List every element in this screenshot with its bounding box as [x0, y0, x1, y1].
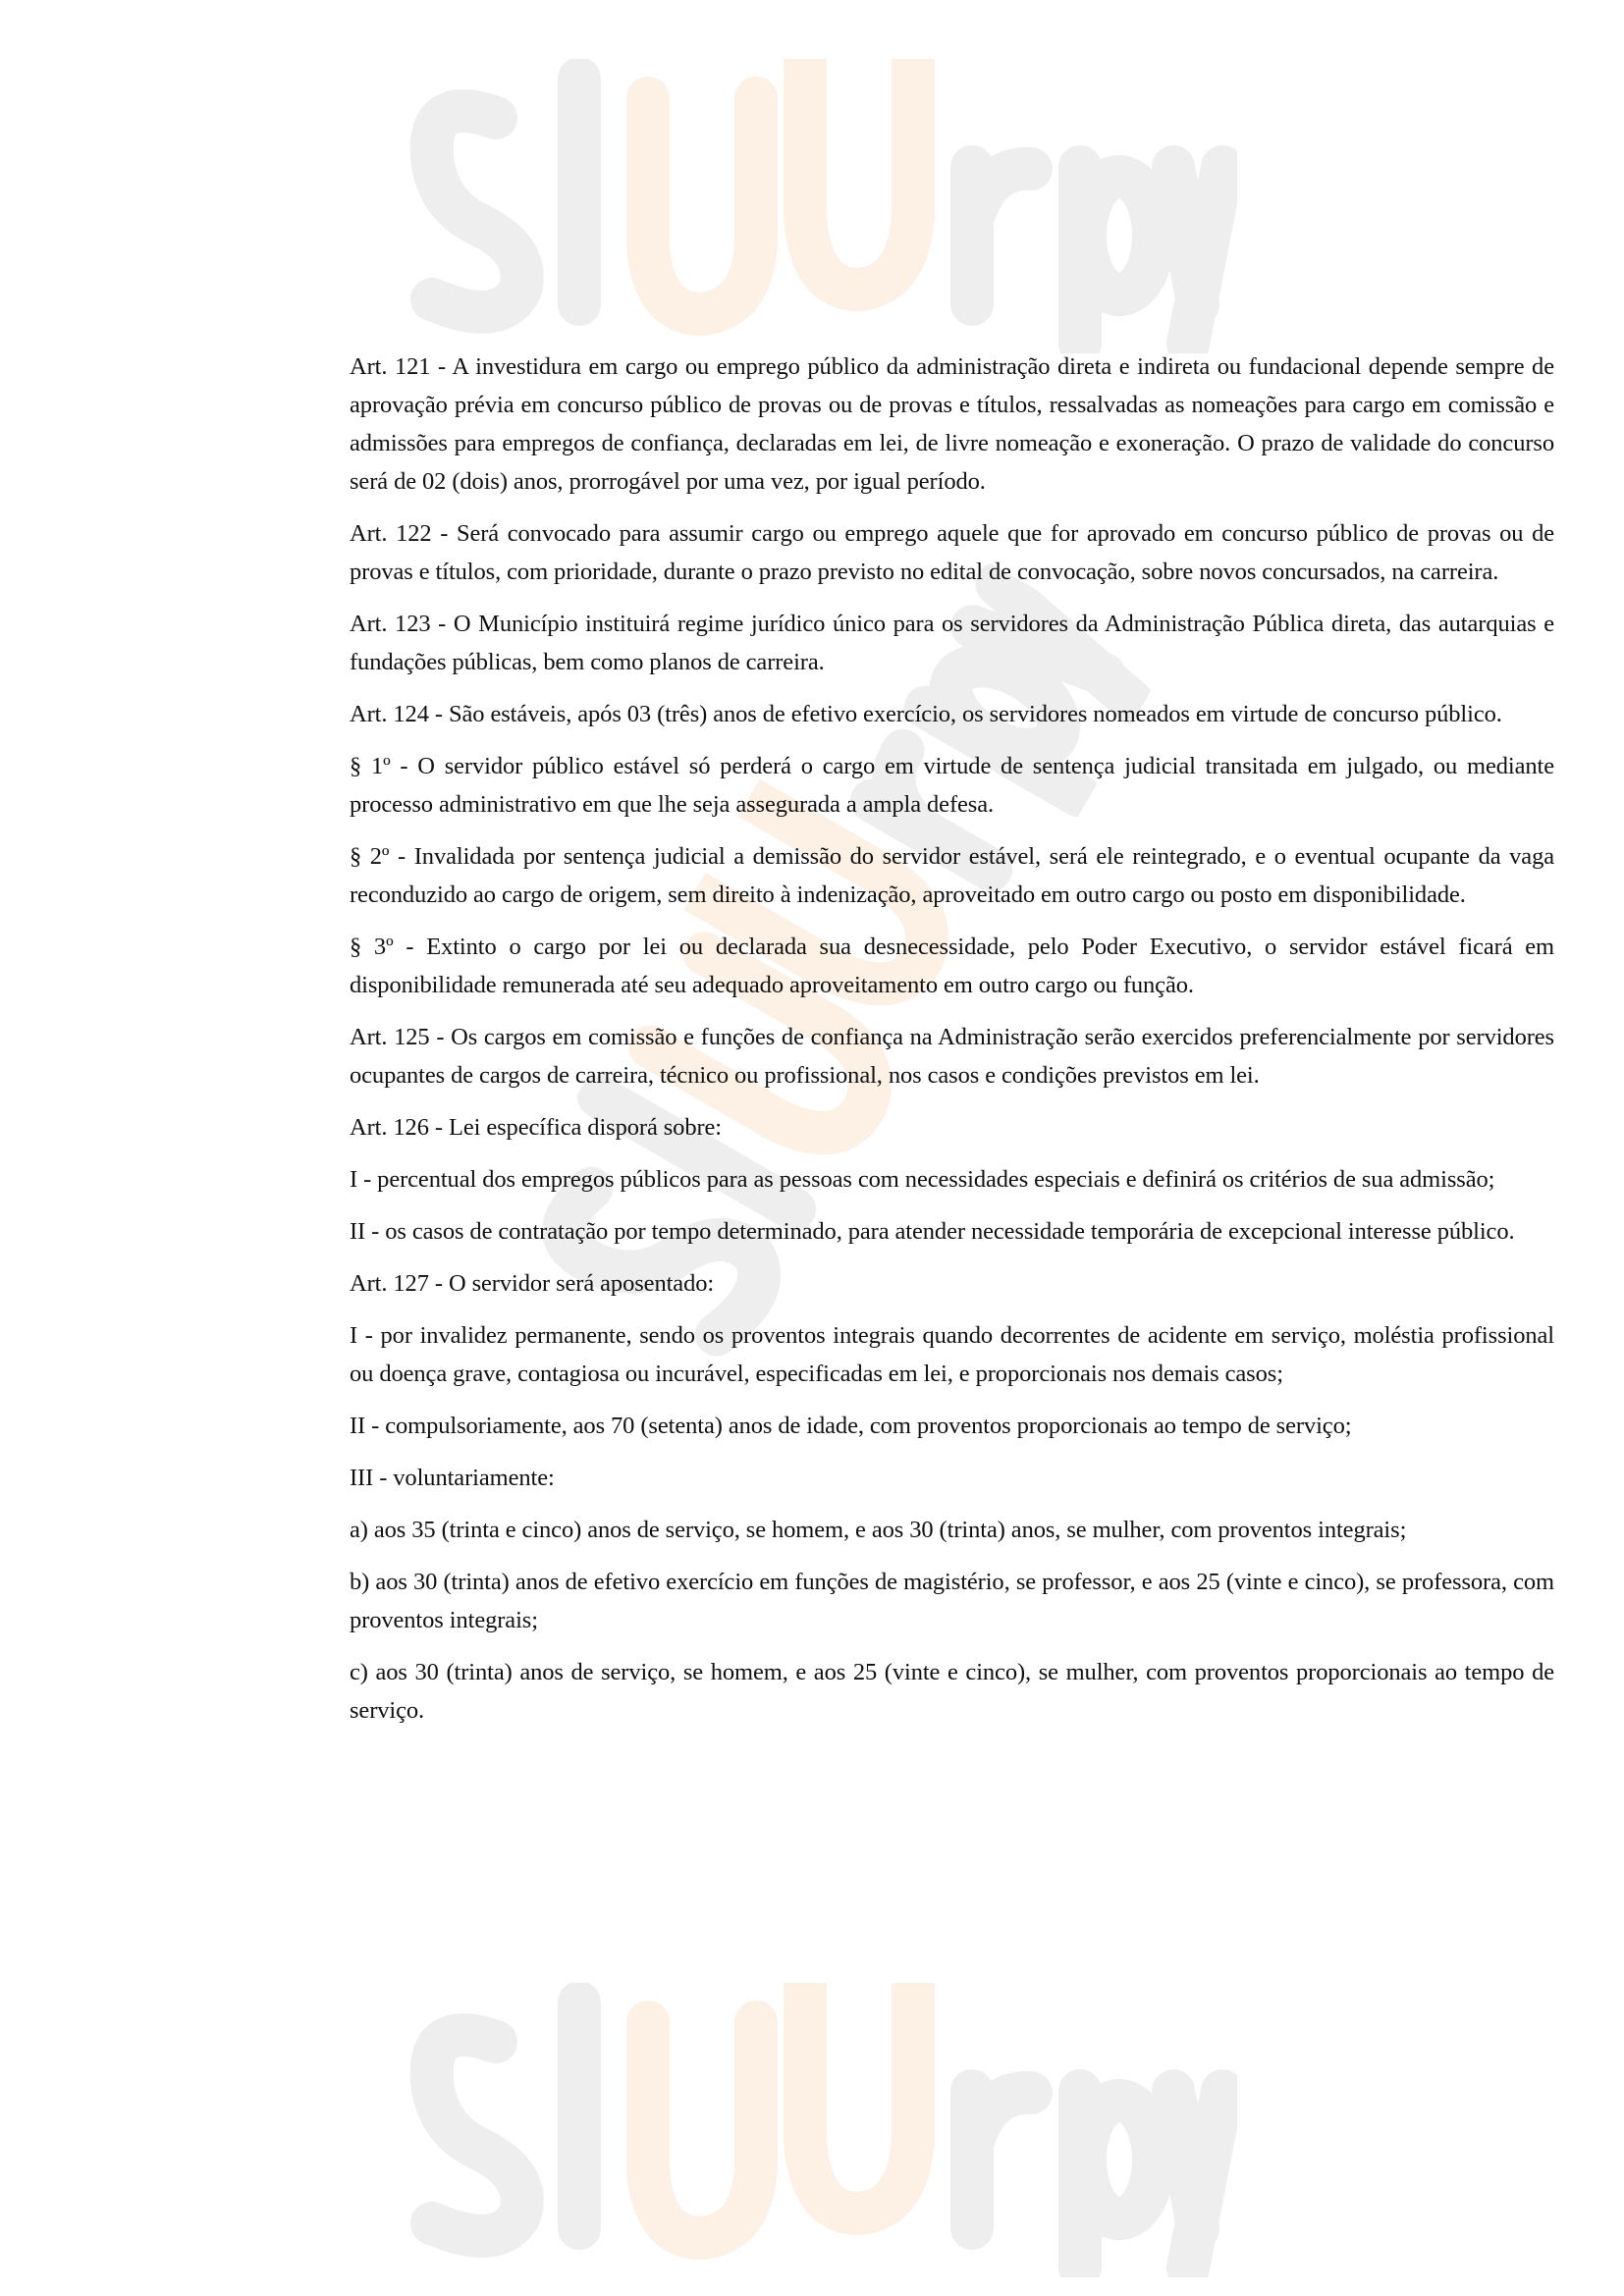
paragraph: Art. 125 - Os cargos em comissão e funções de confiança na Administração serão exercidos preferencialmente por servidores ocupantes de cargos de carreira, técnico ou profissional, nos casos e condições previstos em lei. — [350, 1024, 1554, 1089]
paragraph: II - os casos de contratação por tempo determinado, para atender necessidade temporária de excepcional interesse público. — [350, 1218, 1515, 1245]
watermark-logo-bottom — [403, 1983, 1237, 2277]
paragraph: § 3º - Extinto o cargo por lei ou declarada sua desnecessidade, pelo Poder Executivo, o servidor estável ficará em disponibilidade remunerada até seu adequado aproveitamento em outro cargo ou função. — [350, 934, 1554, 998]
paragraph: I - por invalidez permanente, sendo os proventos integrais quando decorrentes de acidente em serviço, moléstia profissional ou doença grave, contagiosa ou incurável, especificadas em lei, e proporcionais nos demais casos; — [350, 1322, 1554, 1387]
paragraph: Art. 121 - A investidura em cargo ou emprego público da administração direta e indireta ou fundacional depende sempre de aprovação prévia em concurso público de provas ou de provas e títulos, ressalvadas as nomeações para cargo em comissão e admissões para empregos de confiança, declaradas em lei, de livre nomeação e exoneração. O prazo de validade do concurso será de 02 (dois) anos, prorrogável por uma vez, por igual período. — [350, 353, 1554, 495]
paragraph: Art. 126 - Lei específica disporá sobre: — [350, 1114, 723, 1141]
paragraph: Art. 122 - Será convocado para assumir cargo ou emprego aquele que for aprovado em concurso público de provas ou de provas e títulos, com prioridade, durante o prazo previsto no edital de convocação, sobre novos concursados, na carreira. — [350, 520, 1554, 585]
paragraph: Art. 127 - O servidor será aposentado: — [350, 1270, 715, 1297]
paragraph: b) aos 30 (trinta) anos de efetivo exercício em funções de magistério, se professor, e aos 25 (vinte e cinco), se professora, com proventos integrais; — [350, 1569, 1554, 1633]
paragraph: Art. 124 - São estáveis, após 03 (três) anos de efetivo exercício, os servidores nomeados em virtude de concurso público. — [350, 701, 1502, 727]
paragraph: Art. 123 - O Município instituirá regime jurídico único para os servidores da Administração Pública direta, das autarquias e fundações públicas, bem como planos de carreira. — [350, 611, 1554, 675]
paragraph: III - voluntariamente: — [350, 1465, 555, 1491]
watermark-logo-top — [403, 59, 1237, 353]
paragraph: c) aos 30 (trinta) anos de serviço, se homem, e aos 25 (vinte e cinco), se mulher, com proventos proporcionais ao tempo de serviço. — [350, 1659, 1554, 1724]
paragraph: § 1º - O servidor público estável só perderá o cargo em virtude de sentença judicial transitada em julgado, ou mediante processo administrativo em que lhe seja assegurada a ampla defesa. — [350, 753, 1554, 818]
document-body — [350, 347, 1554, 1743]
paragraph: § 2º - Invalidada por sentença judicial a demissão do servidor estável, será ele reintegrado, e o eventual ocupante da vaga reconduzido ao cargo de origem, sem direito à indenização, aproveitado em outro cargo ou posto em disponibilidade. — [350, 843, 1554, 908]
paragraph: II - compulsoriamente, aos 70 (setenta) anos de idade, com proventos proporcionais ao tempo de serviço; — [350, 1413, 1352, 1439]
paragraph: I - percentual dos empregos públicos para as pessoas com necessidades especiais e definirá os critérios de sua admissão; — [350, 1166, 1495, 1193]
paragraph: a) aos 35 (trinta e cinco) anos de serviço, se homem, e aos 30 (trinta) anos, se mulher, com proventos integrais; — [350, 1517, 1407, 1543]
